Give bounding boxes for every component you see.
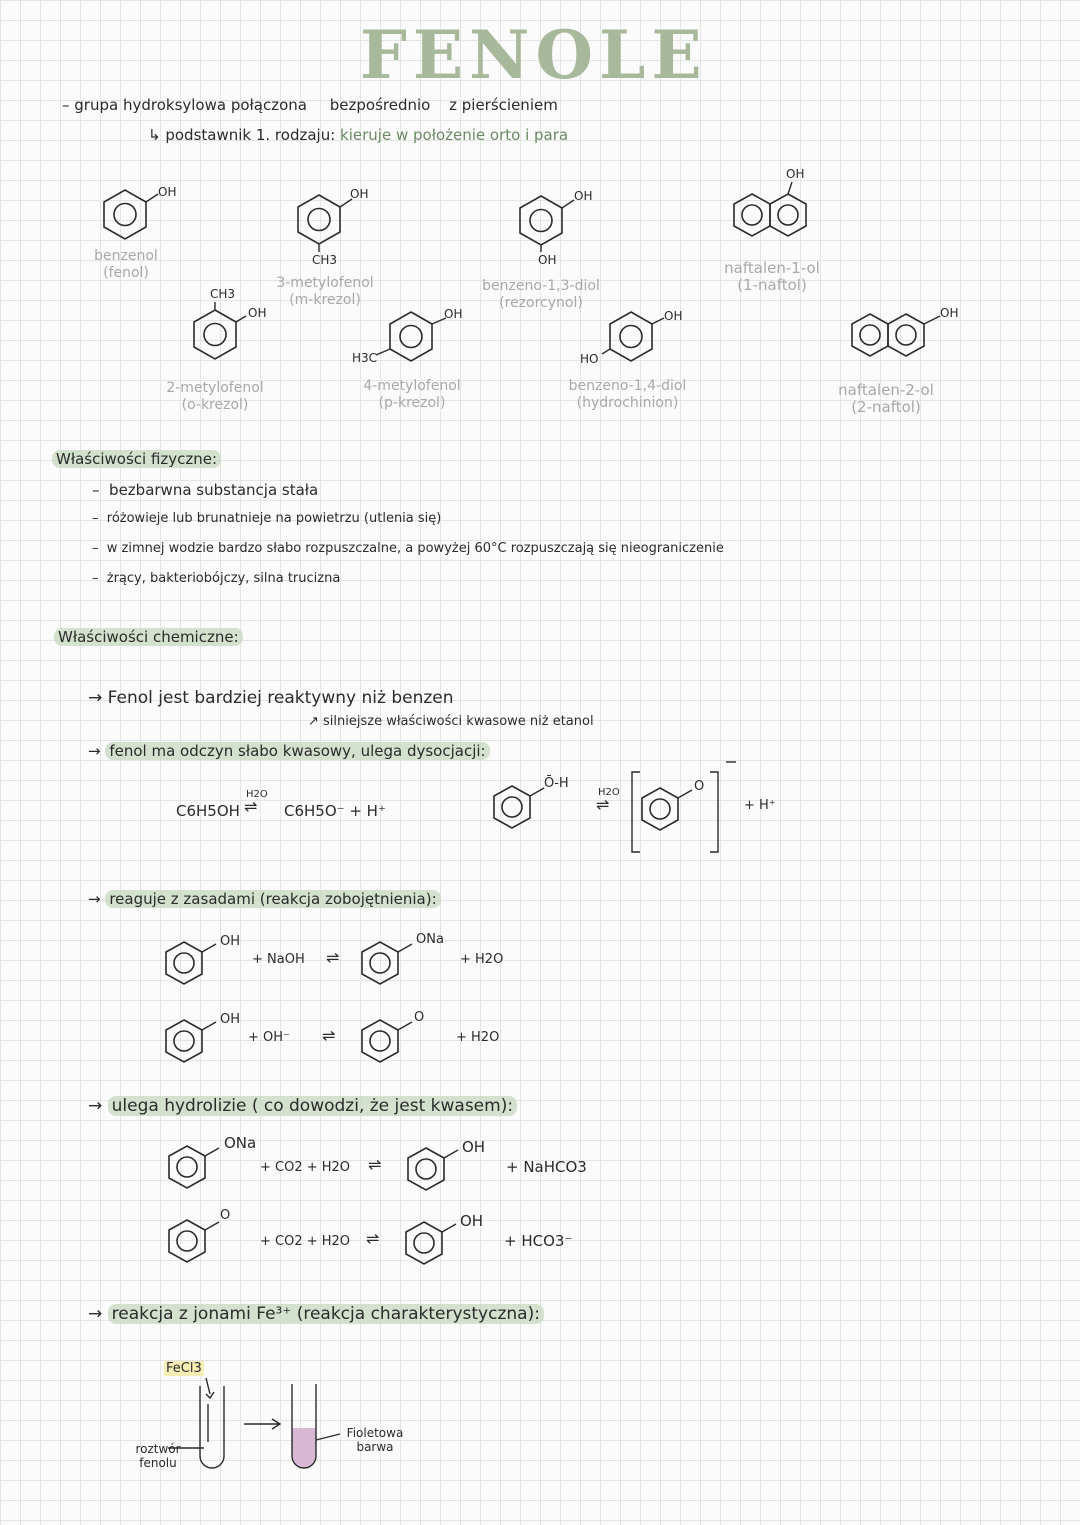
chem-point-5: → reakcja z jonami Fe³⁺ (reakcja charakterystyczna):: [88, 1304, 544, 1324]
oh-group: OH: [940, 306, 959, 320]
plus-h2o: + H2O: [460, 952, 504, 967]
intro-text-c: z pierścieniem: [449, 96, 558, 114]
chem-point-4: → ulega hydrolizie ( co dowodzi, że jest kwasem):: [88, 1096, 517, 1116]
sodium-phenolate-structure: [165, 1144, 225, 1194]
physical-item: – różowieje lub brunatnieje na powietrzu (utlenia się): [92, 511, 442, 526]
o-minus-group: O: [414, 1010, 425, 1025]
oh-group: OH: [664, 309, 683, 323]
phenolate-structure: [165, 1218, 225, 1268]
fecl3-label: FeCl3: [166, 1361, 202, 1376]
ho-group: HO: [580, 352, 599, 366]
co2-h2o-label: + CO2 + H2O: [260, 1234, 351, 1249]
chem-point-3: → reaguje z zasadami (reakcja zobojętnienia):: [88, 890, 441, 908]
intro-text-d: podstawnik 1. rodzaju: [165, 126, 331, 144]
phenol-structure: [100, 190, 160, 250]
plus-oh: + OH⁻: [248, 1030, 290, 1045]
oh-group: OH: [444, 307, 463, 321]
2-naphthol-structure: [848, 310, 948, 370]
equilibrium-arrow-icon: ⇌: [596, 795, 610, 814]
naoh-label: + NaOH: [252, 952, 305, 967]
ona-group: ONa: [416, 932, 444, 947]
chem-point-1: → Fenol jest bardziej reaktywny niż benzen: [88, 688, 454, 708]
phenol-structure: [404, 1146, 464, 1196]
oh-group: OH: [462, 1138, 486, 1156]
resorcinol-structure: [516, 196, 576, 256]
o-minus-group: O: [220, 1208, 231, 1223]
1-naphthol-structure: [730, 190, 820, 250]
compound-label-p-cresol: 4-metylofenol (p-krezol): [363, 378, 461, 411]
o-cresol-structure: [190, 310, 250, 370]
chem-note: ↗ silniejsze właściwości kwasowe niż etanol: [308, 714, 594, 729]
equilibrium-arrow-icon: ⇌: [366, 1229, 380, 1248]
eq1-left: C6H5OH: [176, 802, 240, 820]
oh-group: OH: [158, 185, 177, 199]
intro-text-a: grupa hydroksylowa połączona: [74, 96, 307, 114]
ch3-group: CH3: [210, 287, 236, 301]
intro-text-b: bezpośrednio: [329, 96, 431, 114]
eq1-right: C6H5O⁻ + H⁺: [284, 802, 386, 820]
physical-heading: Właściwości fizyczne:: [52, 450, 221, 468]
oh-group: OH: [786, 167, 805, 181]
fioletowa-label: Fioletowa barwa: [346, 1426, 404, 1454]
phenol-structure: [162, 1018, 222, 1068]
oh-group: OH: [538, 253, 557, 267]
physical-item: – w zimnej wodzie bardzo słabo rozpuszczalne, a powyżej 60°C rozpuszczają się nieograniczenie: [92, 541, 724, 556]
compound-label-m-cresol: 3-metylofenol (m-krezol): [276, 275, 374, 308]
oh-group: Ō-H: [544, 776, 569, 791]
oh-group: OH: [220, 1012, 241, 1027]
oh-group: OH: [220, 934, 241, 949]
compound-label-hydroquinone: benzeno-1,4-diol (hydrochinion): [568, 378, 687, 411]
physical-item: – bezbarwna substancja stała: [92, 481, 319, 499]
physical-item: – żrący, bakteriobójczy, silna trucizna: [92, 571, 341, 586]
compound-label-1-naphthol: naftalen-1-ol (1-naftol): [724, 259, 820, 294]
chemical-heading: Właściwości chemiczne:: [54, 628, 243, 646]
equilibrium-arrow-icon: ⇌: [326, 948, 340, 967]
compound-label-o-cresol: 2-metylofenol (o-krezol): [166, 380, 264, 413]
phenol-structure: [162, 940, 222, 990]
equilibrium-arrow-icon: ⇌: [322, 1026, 336, 1045]
compound-label-2-naphthol: naftalen-2-ol (2-naftol): [838, 381, 934, 416]
phenol-structure: [402, 1220, 462, 1270]
ch3-group: CH3: [312, 253, 338, 267]
oh-group: OH: [460, 1212, 484, 1230]
h2o-label: H2O: [598, 787, 620, 798]
hco3-label: + HCO3⁻: [504, 1232, 573, 1250]
chem-point-2: → fenol ma odczyn słabo kwasowy, ulega dysocjacji:: [88, 742, 490, 760]
plus-h2o: + H2O: [456, 1030, 500, 1045]
intro-text-e: kieruje w położenie orto i para: [340, 126, 569, 144]
co2-h2o-label: + CO2 + H2O: [260, 1160, 351, 1175]
arrow-icon: ↳: [148, 126, 166, 144]
page-title: FENOLE: [360, 16, 708, 94]
h2o-label: H2O: [246, 789, 268, 800]
compound-label-resorcinol: benzeno-1,3-diol (rezorcynol): [482, 278, 600, 311]
compound-label-benzenol: benzenol (fenol): [94, 248, 158, 281]
nahco3-label: + NaHCO3: [506, 1158, 587, 1176]
oh-group: OH: [574, 189, 593, 203]
p-cresol-structure: [386, 312, 456, 372]
o-minus-group: O: [694, 779, 705, 794]
m-cresol-structure: [294, 195, 354, 255]
phenol-structure: [490, 784, 550, 834]
phenolate-structure: [358, 1018, 418, 1068]
h3c-group: H3C: [352, 351, 378, 365]
intro-line-1: – grupa hydroksylowa połączona bezpośrednio z pierścieniem: [62, 96, 558, 114]
plus-h: + H⁺: [744, 798, 776, 813]
oh-group: OH: [350, 187, 369, 201]
oh-group: OH: [248, 306, 267, 320]
phenolate-bracket-structure: [630, 768, 740, 858]
ona-group: ONa: [224, 1134, 257, 1152]
sodium-phenolate-structure: [358, 940, 418, 990]
roztwor-label: roztwór fenolu: [135, 1442, 181, 1470]
equilibrium-arrow-icon: ⇌: [368, 1155, 382, 1174]
equilibrium-arrow-icon: ⇌: [244, 797, 258, 816]
intro-line-2: ↳ podstawnik 1. rodzaju: kieruje w położenie orto i para: [148, 126, 569, 144]
